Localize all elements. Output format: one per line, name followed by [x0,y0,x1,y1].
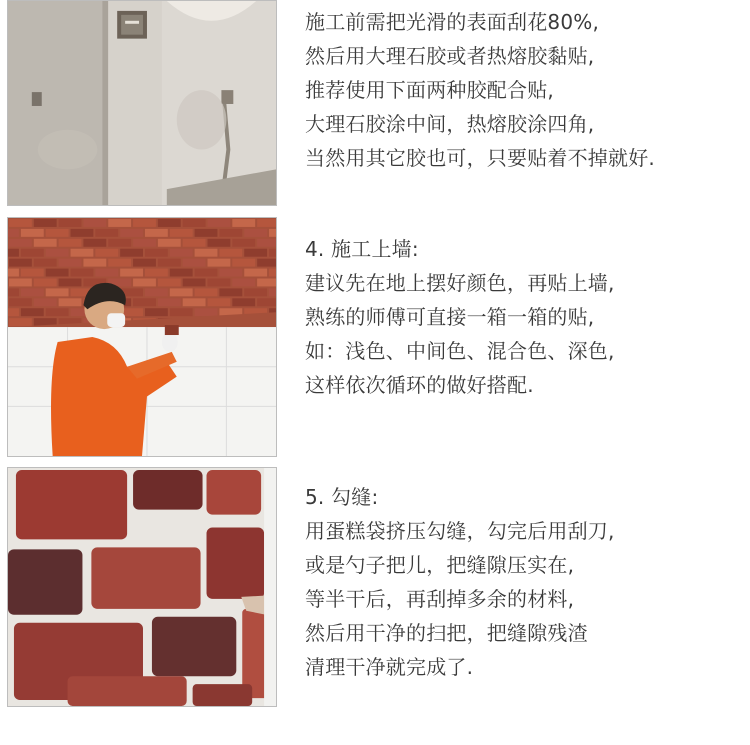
step-heading: 5. 勾缝: [305,485,379,509]
step-heading: 4. 施工上墙: [305,237,419,261]
worker-installing-brick-photo [7,217,277,457]
step-text-line: 或是勺子把儿，把缝隙压实在, [305,553,575,577]
step-text-line: 这样依次循环的做好搭配. [305,373,534,397]
step-text-line: 然后用大理石胶或者热熔胶黏贴, [305,44,595,68]
step-text-line: 大理石胶涂中间，热熔胶涂四角, [305,112,595,136]
step-text-line: 建议先在地上摆好颜色，再贴上墙, [305,271,615,295]
step-text-line: 当然用其它胶也可，只要贴着不掉就好. [305,146,655,170]
step-text-line: 用蛋糕袋挤压勾缝，勾完后用刮刀, [305,519,615,543]
step-text-line: 如：浅色、中间色、混合色、深色, [305,339,615,363]
step-text-line: 清理干净就完成了. [305,655,474,679]
brick-wall-closeup-photo [7,467,277,707]
step-text-line: 等半干后，再刮掉多余的材料, [305,587,575,611]
step-text-line: 推荐使用下面两种胶配合贴, [305,78,554,102]
step-install-on-wall-text [305,232,745,402]
plastered-wall-photo [7,0,277,206]
step-surface-prep-text [305,5,745,175]
step-grouting-text [305,480,745,684]
step-text-line: 熟练的师傅可直接一箱一箱的贴, [305,305,595,329]
step-text-line: 施工前需把光滑的表面刮花80%, [305,10,600,34]
step-text-line: 然后用干净的扫把，把缝隙残渣 [305,621,588,645]
